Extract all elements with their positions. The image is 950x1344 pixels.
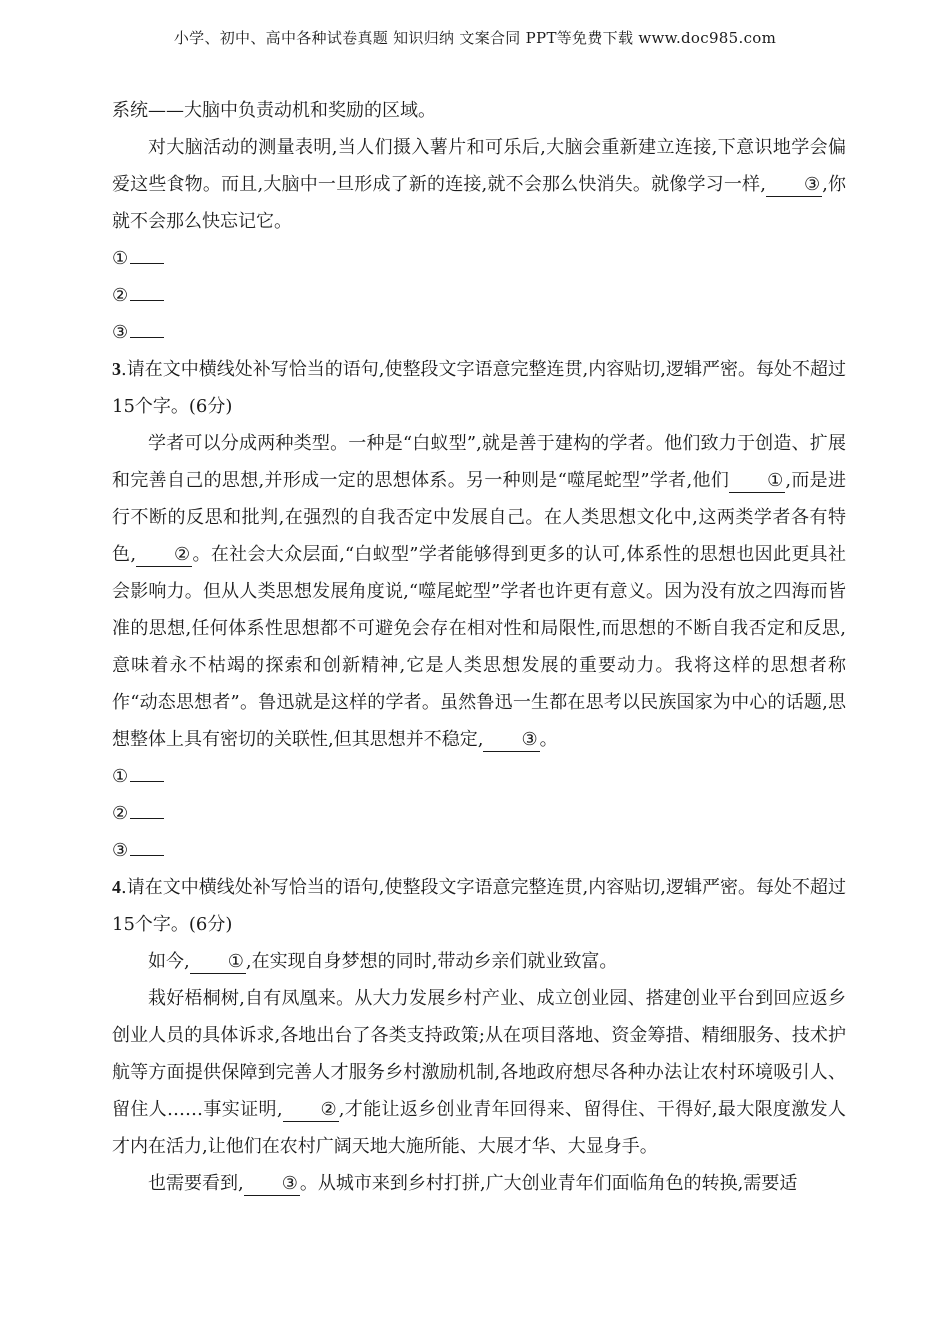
q2-text-b: ,你就不会那么快忘记它。 (112, 174, 846, 232)
q4-paragraph-1: 如今, ① ,在实现自身梦想的同时,带动乡亲们就业致富。 (148, 951, 618, 972)
q3-number: 3 (112, 359, 121, 379)
q2-answer-2[interactable]: ② (112, 277, 846, 314)
q2-continuation: 系统——大脑中负责动机和奖励的区域。 (112, 100, 436, 121)
q2-blank-3[interactable]: ③ (766, 174, 822, 197)
q3-answer-1[interactable]: ① (112, 758, 846, 795)
q4-blank-2[interactable]: ② (283, 1099, 339, 1122)
q2-text-a: 对大脑活动的测量表明,当人们摄入薯片和可乐后,大脑会重新建立连接,下意识地学会偏爱这些食物。而且,大脑中一旦形成了新的连接,就不会那么快消失。就像学习一样, (112, 137, 846, 195)
q3-answer-2[interactable]: ② (112, 795, 846, 832)
q3-blank-3[interactable]: ③ (483, 729, 539, 752)
q4-blank-1[interactable]: ① (190, 951, 246, 974)
q4-prompt: 4.请在文中横线处补写恰当的语句,使整段文字语意完整连贯,内容贴切,逻辑严密。每处不超过15个字。(6分) (112, 877, 846, 935)
q2-answer-1[interactable]: ① (112, 240, 846, 277)
q2-answer-3[interactable]: ③ (112, 314, 846, 351)
page-header: 小学、初中、高中各种试卷真题 知识归纳 文案合同 PPT等免费下载 www.doc985.com (173, 29, 777, 47)
q3-answer-3[interactable]: ③ (112, 832, 846, 869)
q2-paragraph (112, 129, 846, 240)
q4-number: 4 (112, 877, 121, 897)
q4-paragraph-3: 也需要看到, ③ 。从城市来到乡村打拼,广大创业青年们面临角色的转换,需要适 (148, 1173, 798, 1194)
document-body (112, 92, 846, 1202)
q3-passage: 学者可以分成两种类型。一种是“白蚁型”,就是善于建构的学者。他们致力于创造、扩展和完善自己的思想,并形成一定的思想体系。另一种则是“噬尾蛇型”学者,他们 ① ,而是进行不断的反思和批判,在强烈的自我否定中发展自己。在人类思想文化中,这两类学者各有特色, ② 。在社会大众层面,“白蚁型”学者能够得到更多的认可,体系性的思想也因此更具社会影响力。但从人类思想发展角度说,“噬尾蛇型”学者也许更有意义。因为没有放之四海而皆准的思想,任何体系性思想都不可避免会存在相对性和局限性,而思想的不断自我否定和反思,意味着永不枯竭的探索和创新精神,它是人类思想发展的重要动力。我将这样的思想者称作“动态思想者”。鲁迅就是这样的学者。虽然鲁迅一生都在思考以民族国家为中心的话题,思想整体上具有密切的关联性,但其思想并不稳定, ③ 。 (112, 433, 846, 750)
q3-prompt: 3.请在文中横线处补写恰当的语句,使整段文字语意完整连贯,内容贴切,逻辑严密。每处不超过15个字。(6分) (112, 359, 846, 417)
q3-blank-1[interactable]: ① (729, 470, 785, 493)
q3-blank-2[interactable]: ② (136, 544, 192, 567)
q4-blank-3[interactable]: ③ (244, 1173, 300, 1196)
q4-paragraph-2: 栽好梧桐树,自有凤凰来。从大力发展乡村产业、成立创业园、搭建创业平台到回应返乡创业人员的具体诉求,各地出台了各类支持政策;从在项目落地、资金筹措、精细服务、技术护航等方面提供保障到完善人才服务乡村激励机制,各地政府想尽各种办法让农村环境吸引人、留住人……事实证明, ② ,才能让返乡创业青年回得来、留得住、干得好,最大限度激发人才内在活力,让他们在农村广阔天地大施所能、大展才华、大显身手。 (112, 988, 846, 1157)
